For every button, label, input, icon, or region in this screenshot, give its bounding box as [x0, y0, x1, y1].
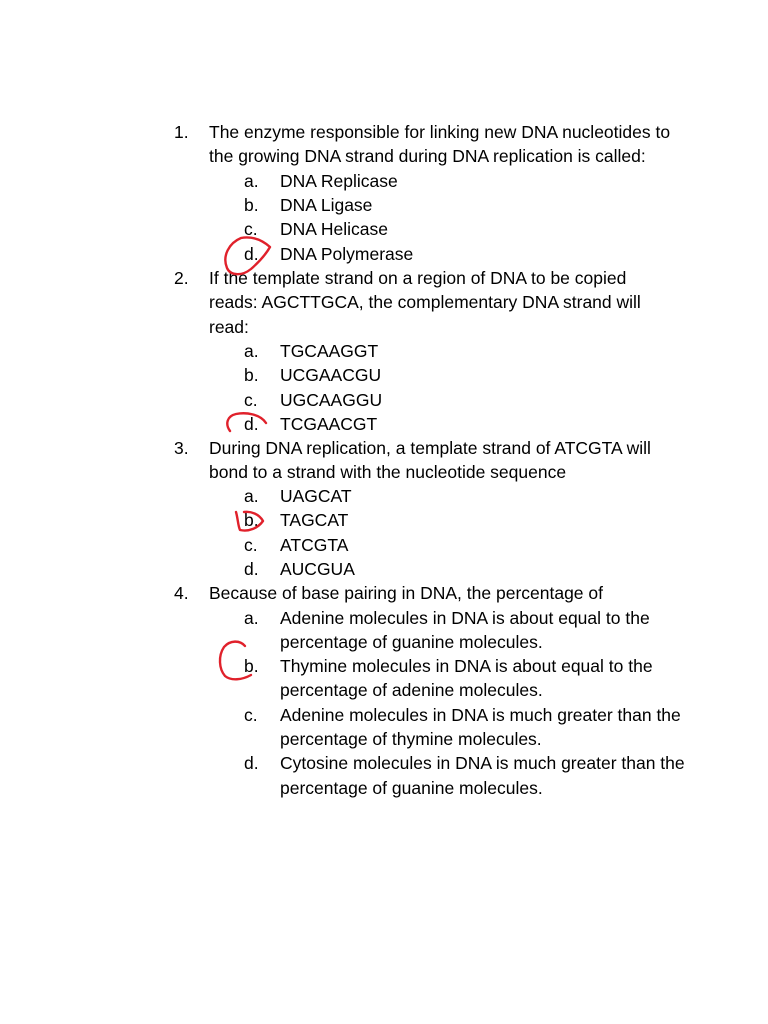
question-1-option-c-letter: c. [244, 219, 258, 239]
question-4-option-b-text-line-2: percentage of adenine molecules. [280, 680, 543, 700]
question-2-option-d-text: TCGAACGT [280, 414, 378, 434]
question-2-option-a-text: TGCAAGGT [280, 341, 379, 361]
question-1-option-d-letter: d. [244, 244, 259, 264]
question-2-option-b-letter: b. [244, 365, 259, 385]
question-4-option-c-text-line-1: Adenine molecules in DNA is much greater than the [280, 705, 681, 725]
question-4-option-b-text-line-1: Thymine molecules in DNA is about equal to the [280, 656, 653, 676]
question-1-number: 1. [174, 122, 189, 142]
question-4-option-a-letter: a. [244, 608, 259, 628]
question-3-option-d-text: AUCGUA [280, 559, 355, 579]
question-3-option-d-letter: d. [244, 559, 259, 579]
question-3-option-a-letter: a. [244, 486, 259, 506]
question-2-option-c-text: UGCAAGGU [280, 390, 383, 410]
question-2-option-b-text: UCGAACGU [280, 365, 382, 385]
question-3-text-line-2: bond to a strand with the nucleotide sequence [209, 462, 567, 482]
question-4-option-a-text-line-2: percentage of guanine molecules. [280, 632, 543, 652]
question-3-option-a-text: UAGCAT [280, 486, 352, 506]
question-1-text-line-1: The enzyme responsible for linking new DNA nucleotides to [209, 122, 671, 142]
question-1-text-line-2: the growing DNA strand during DNA replication is called: [209, 146, 646, 166]
question-3-option-c-text: ATCGTA [280, 535, 349, 555]
question-3-option-b-letter: b. [244, 510, 259, 530]
question-2-option-c-letter: c. [244, 390, 258, 410]
question-1-option-b-letter: b. [244, 195, 259, 215]
question-2-text-line-2: reads: AGCTTGCA, the complementary DNA strand will [209, 292, 641, 312]
question-1-option-a-text: DNA Replicase [280, 171, 398, 191]
question-4-option-d-text-line-1: Cytosine molecules in DNA is much greater than the [280, 753, 685, 773]
question-1-option-d-text: DNA Polymerase [280, 244, 414, 264]
question-2-option-d-letter: d. [244, 414, 259, 434]
question-2-option-a-letter: a. [244, 341, 259, 361]
question-3-text-line-1: During DNA replication, a template strand of ATCGTA will [209, 438, 651, 458]
question-4-option-d-text-line-2: percentage of guanine molecules. [280, 778, 543, 798]
question-4-text-line-1: Because of base pairing in DNA, the percentage of [209, 583, 603, 603]
question-2-text-line-3: read: [209, 317, 249, 337]
question-3-number: 3. [174, 438, 189, 458]
question-1-option-c-text: DNA Helicase [280, 219, 388, 239]
question-4-option-a-text-line-1: Adenine molecules in DNA is about equal to the [280, 608, 650, 628]
question-2-number: 2. [174, 268, 189, 288]
question-4-number: 4. [174, 583, 189, 603]
question-4-option-c-letter: c. [244, 705, 258, 725]
question-1-option-a-letter: a. [244, 171, 259, 191]
question-4-option-b-letter: b. [244, 656, 259, 676]
question-2-text-line-1: If the template strand on a region of DNA to be copied [209, 268, 627, 288]
question-3-option-c-letter: c. [244, 535, 258, 555]
question-4-option-c-text-line-2: percentage of thymine molecules. [280, 729, 542, 749]
question-1-option-b-text: DNA Ligase [280, 195, 373, 215]
question-4-option-d-letter: d. [244, 753, 259, 773]
question-3-option-b-text: TAGCAT [280, 510, 349, 530]
